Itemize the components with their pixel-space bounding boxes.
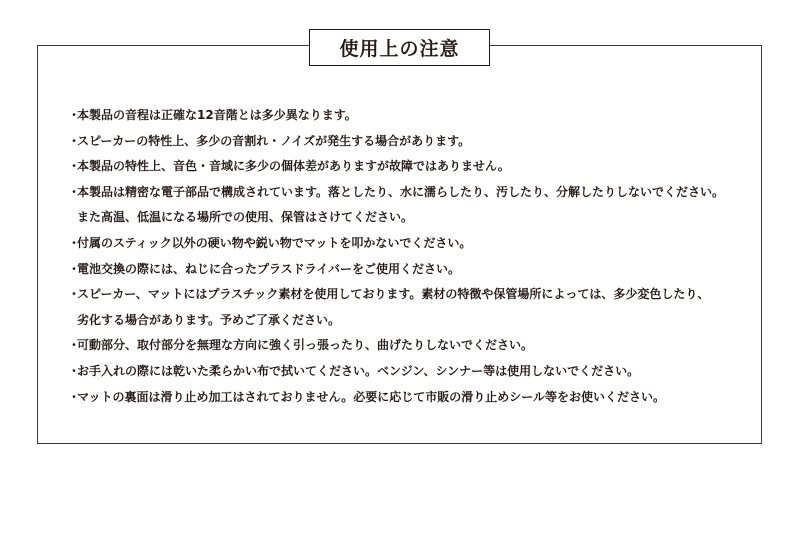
bullet-point: ・ bbox=[68, 159, 81, 174]
list-item bbox=[68, 385, 748, 411]
notice-text: マットの裏面は滑り止め加工はされておりません。必要に応じて市販の滑り止めシール等をお使いください。 bbox=[77, 389, 666, 404]
notice-text: 付属のスティック以外の硬い物や鋭い物でマットを叩かないでください。 bbox=[77, 235, 472, 250]
notice-list bbox=[68, 103, 748, 410]
bullet-point: ・ bbox=[68, 389, 81, 404]
notice-text: 本製品の特性上、音色・音域に多少の個体差がありますが故障ではありません。 bbox=[77, 159, 510, 174]
list-item bbox=[68, 333, 748, 359]
notice-text: 本製品は精密な電子部品で構成されています。落としたり、水に濡らしたり、汚したり、分解したりしないでください。 bbox=[77, 184, 725, 199]
list-item bbox=[68, 257, 748, 283]
notice-text-continued: また高温、低温になる場所での使用、保管はさけてください。 bbox=[77, 210, 414, 225]
notice-text: スピーカー、マットにはプラスチック素材を使用しております。素材の特徴や保管場所によっては、多少変色したり、 bbox=[77, 287, 710, 302]
bullet-point: ・ bbox=[68, 338, 81, 353]
bullet-point: ・ bbox=[68, 108, 81, 122]
notice-text: スピーカーの特性上、多少の音割れ・ノイズが発生する場合があります。 bbox=[77, 133, 471, 148]
bullet-point: ・ bbox=[68, 261, 81, 276]
notice-text-continued: 劣化する場合があります。予めご了承ください。 bbox=[77, 312, 341, 327]
list-item bbox=[68, 103, 748, 129]
bullet-point: ・ bbox=[68, 235, 81, 250]
list-item bbox=[68, 129, 748, 155]
notice-text: お手入れの際には乾いた柔らかい布で拭いてください。ベンジン、シンナー等は使用しないでください。 bbox=[77, 363, 640, 378]
list-item bbox=[68, 231, 748, 257]
notice-title: 使用上の注意 bbox=[309, 29, 490, 66]
bullet-point: ・ bbox=[68, 133, 81, 148]
list-item bbox=[68, 154, 748, 180]
list-item bbox=[68, 282, 748, 333]
bullet-point: ・ bbox=[68, 363, 81, 378]
list-item bbox=[68, 180, 748, 231]
bullet-point: ・ bbox=[68, 184, 81, 199]
list-item bbox=[68, 359, 748, 385]
bullet-point: ・ bbox=[68, 287, 81, 302]
notice-text: 電池交換の際には、ねじに合ったプラスドライバーをご使用ください。 bbox=[77, 261, 461, 276]
notice-text: 可動部分、取付部分を無理な方向に強く引っ張ったり、曲げたりしないでください。 bbox=[77, 338, 534, 353]
notice-text: 本製品の音程は正確な12音階とは多少異なります。 bbox=[77, 108, 357, 122]
